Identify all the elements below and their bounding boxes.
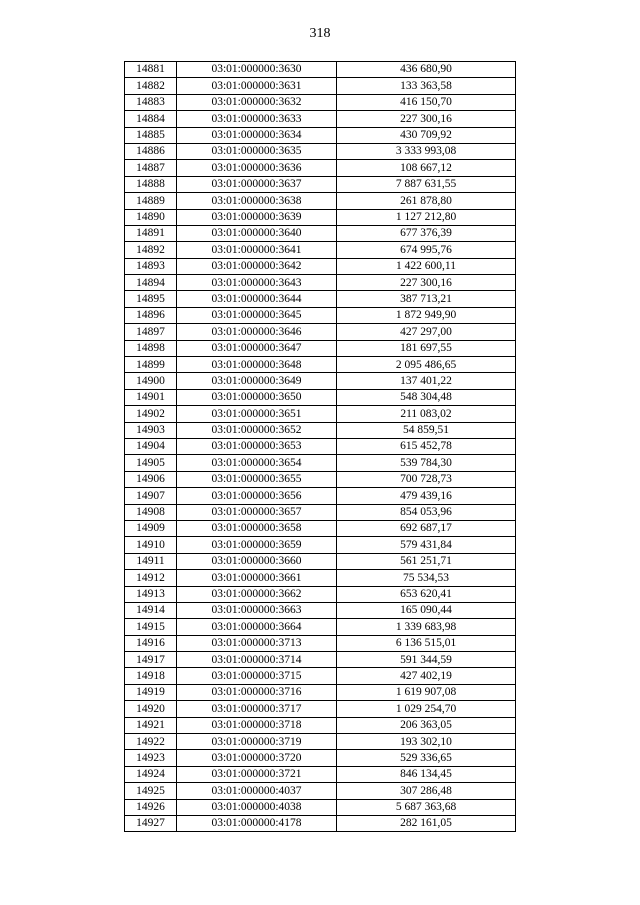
cadastral-value-cell: 181 697,55 bbox=[337, 340, 516, 356]
cadastral-number-cell: 03:01:000000:3630 bbox=[177, 62, 337, 78]
row-number-cell: 14905 bbox=[125, 455, 177, 471]
cadastral-number-cell: 03:01:000000:3636 bbox=[177, 160, 337, 176]
row-number-cell: 14889 bbox=[125, 193, 177, 209]
page-number: 318 bbox=[309, 26, 331, 41]
cadastral-number-cell: 03:01:000000:3646 bbox=[177, 324, 337, 340]
cadastral-value-cell: 539 784,30 bbox=[337, 455, 516, 471]
cadastral-number-cell: 03:01:000000:3652 bbox=[177, 422, 337, 438]
table-row bbox=[125, 586, 516, 602]
cadastral-number-cell: 03:01:000000:3645 bbox=[177, 307, 337, 323]
row-number-cell: 14906 bbox=[125, 471, 177, 487]
row-number-cell: 14897 bbox=[125, 324, 177, 340]
cadastral-value-cell: 1 127 212,80 bbox=[337, 209, 516, 225]
table-row bbox=[125, 373, 516, 389]
cadastral-value-cell: 227 300,16 bbox=[337, 275, 516, 291]
row-number-cell: 14926 bbox=[125, 799, 177, 815]
cadastral-value-cell: 529 336,65 bbox=[337, 750, 516, 766]
table-row bbox=[125, 815, 516, 831]
table-row bbox=[125, 734, 516, 750]
table-row bbox=[125, 94, 516, 110]
cadastral-value-cell: 548 304,48 bbox=[337, 389, 516, 405]
table-row bbox=[125, 389, 516, 405]
cadastral-value-cell: 854 053,96 bbox=[337, 504, 516, 520]
cadastral-number-cell: 03:01:000000:3660 bbox=[177, 553, 337, 569]
cadastral-number-cell: 03:01:000000:3651 bbox=[177, 406, 337, 422]
cadastral-number-cell: 03:01:000000:3649 bbox=[177, 373, 337, 389]
table-row bbox=[125, 570, 516, 586]
table-body bbox=[125, 62, 516, 832]
table-row bbox=[125, 553, 516, 569]
table-row bbox=[125, 750, 516, 766]
row-number-cell: 14891 bbox=[125, 225, 177, 241]
cadastral-number-cell: 03:01:000000:3663 bbox=[177, 602, 337, 618]
cadastral-number-cell: 03:01:000000:3664 bbox=[177, 619, 337, 635]
table-row bbox=[125, 684, 516, 700]
row-number-cell: 14896 bbox=[125, 307, 177, 323]
row-number-cell: 14890 bbox=[125, 209, 177, 225]
table-row bbox=[125, 471, 516, 487]
table-row bbox=[125, 635, 516, 651]
cadastral-number-cell: 03:01:000000:3713 bbox=[177, 635, 337, 651]
cadastral-number-cell: 03:01:000000:3720 bbox=[177, 750, 337, 766]
cadastral-value-cell: 261 878,80 bbox=[337, 193, 516, 209]
cadastral-value-cell: 615 452,78 bbox=[337, 438, 516, 454]
cadastral-number-cell: 03:01:000000:3633 bbox=[177, 111, 337, 127]
row-number-cell: 14917 bbox=[125, 652, 177, 668]
table-row bbox=[125, 307, 516, 323]
cadastral-number-cell: 03:01:000000:4037 bbox=[177, 783, 337, 799]
cadastral-number-cell: 03:01:000000:3656 bbox=[177, 488, 337, 504]
cadastral-value-cell: 387 713,21 bbox=[337, 291, 516, 307]
row-number-cell: 14909 bbox=[125, 520, 177, 536]
row-number-cell: 14912 bbox=[125, 570, 177, 586]
table-row bbox=[125, 652, 516, 668]
cadastral-number-cell: 03:01:000000:4038 bbox=[177, 799, 337, 815]
table-row bbox=[125, 717, 516, 733]
row-number-cell: 14900 bbox=[125, 373, 177, 389]
table-row bbox=[125, 520, 516, 536]
cadastral-number-cell: 03:01:000000:3719 bbox=[177, 734, 337, 750]
cadastral-value-cell: 674 995,76 bbox=[337, 242, 516, 258]
cadastral-value-cell: 1 339 683,98 bbox=[337, 619, 516, 635]
cadastral-value-cell: 1 029 254,70 bbox=[337, 701, 516, 717]
cadastral-value-cell: 653 620,41 bbox=[337, 586, 516, 602]
table-row bbox=[125, 422, 516, 438]
table-row bbox=[125, 242, 516, 258]
row-number-cell: 14918 bbox=[125, 668, 177, 684]
table-row bbox=[125, 438, 516, 454]
row-number-cell: 14881 bbox=[125, 62, 177, 78]
cadastral-value-cell: 2 095 486,65 bbox=[337, 357, 516, 373]
row-number-cell: 14903 bbox=[125, 422, 177, 438]
table-row bbox=[125, 783, 516, 799]
row-number-cell: 14911 bbox=[125, 553, 177, 569]
cadastral-number-cell: 03:01:000000:3631 bbox=[177, 78, 337, 94]
cadastral-value-cell: 206 363,05 bbox=[337, 717, 516, 733]
row-number-cell: 14923 bbox=[125, 750, 177, 766]
table-row bbox=[125, 78, 516, 94]
table-row bbox=[125, 766, 516, 782]
row-number-cell: 14884 bbox=[125, 111, 177, 127]
cadastral-number-cell: 03:01:000000:3641 bbox=[177, 242, 337, 258]
table-row bbox=[125, 504, 516, 520]
cadastral-number-cell: 03:01:000000:3662 bbox=[177, 586, 337, 602]
cadastral-number-cell: 03:01:000000:3637 bbox=[177, 176, 337, 192]
cadastral-number-cell: 03:01:000000:3640 bbox=[177, 225, 337, 241]
cadastral-number-cell: 03:01:000000:3653 bbox=[177, 438, 337, 454]
cadastral-value-cell: 561 251,71 bbox=[337, 553, 516, 569]
cadastral-number-cell: 03:01:000000:3650 bbox=[177, 389, 337, 405]
table-row bbox=[125, 324, 516, 340]
row-number-cell: 14899 bbox=[125, 357, 177, 373]
row-number-cell: 14893 bbox=[125, 258, 177, 274]
cadastral-number-cell: 03:01:000000:3632 bbox=[177, 94, 337, 110]
row-number-cell: 14910 bbox=[125, 537, 177, 553]
table-row bbox=[125, 62, 516, 78]
cadastral-number-cell: 03:01:000000:3639 bbox=[177, 209, 337, 225]
cadastral-value-cell: 591 344,59 bbox=[337, 652, 516, 668]
row-number-cell: 14913 bbox=[125, 586, 177, 602]
cadastral-number-cell: 03:01:000000:3716 bbox=[177, 684, 337, 700]
row-number-cell: 14901 bbox=[125, 389, 177, 405]
table-row bbox=[125, 701, 516, 717]
cadastral-value-cell: 1 619 907,08 bbox=[337, 684, 516, 700]
row-number-cell: 14883 bbox=[125, 94, 177, 110]
row-number-cell: 14916 bbox=[125, 635, 177, 651]
table-row bbox=[125, 160, 516, 176]
table-row bbox=[125, 111, 516, 127]
row-number-cell: 14904 bbox=[125, 438, 177, 454]
cadastral-number-cell: 03:01:000000:3643 bbox=[177, 275, 337, 291]
cadastral-value-cell: 282 161,05 bbox=[337, 815, 516, 831]
cadastral-value-cell: 211 083,02 bbox=[337, 406, 516, 422]
row-number-cell: 14922 bbox=[125, 734, 177, 750]
row-number-cell: 14924 bbox=[125, 766, 177, 782]
table-row bbox=[125, 357, 516, 373]
table-row bbox=[125, 406, 516, 422]
row-number-cell: 14894 bbox=[125, 275, 177, 291]
table-row bbox=[125, 799, 516, 815]
cadastral-value-cell: 227 300,16 bbox=[337, 111, 516, 127]
table-row bbox=[125, 455, 516, 471]
cadastral-value-cell: 108 667,12 bbox=[337, 160, 516, 176]
row-number-cell: 14892 bbox=[125, 242, 177, 258]
cadastral-value-cell: 1 422 600,11 bbox=[337, 258, 516, 274]
row-number-cell: 14907 bbox=[125, 488, 177, 504]
cadastral-value-cell: 677 376,39 bbox=[337, 225, 516, 241]
cadastral-number-cell: 03:01:000000:3714 bbox=[177, 652, 337, 668]
table-row bbox=[125, 193, 516, 209]
row-number-cell: 14915 bbox=[125, 619, 177, 635]
cadastral-value-cell: 54 859,51 bbox=[337, 422, 516, 438]
table-row bbox=[125, 143, 516, 159]
cadastral-value-cell: 846 134,45 bbox=[337, 766, 516, 782]
table-row bbox=[125, 668, 516, 684]
cadastral-value-cell: 1 872 949,90 bbox=[337, 307, 516, 323]
cadastral-number-cell: 03:01:000000:3655 bbox=[177, 471, 337, 487]
table-row bbox=[125, 127, 516, 143]
cadastral-number-cell: 03:01:000000:3647 bbox=[177, 340, 337, 356]
cadastral-value-cell: 430 709,92 bbox=[337, 127, 516, 143]
row-number-cell: 14920 bbox=[125, 701, 177, 717]
cadastral-value-cell: 416 150,70 bbox=[337, 94, 516, 110]
table-row bbox=[125, 291, 516, 307]
cadastral-value-cell: 75 534,53 bbox=[337, 570, 516, 586]
row-number-cell: 14914 bbox=[125, 602, 177, 618]
cadastral-value-table bbox=[124, 61, 516, 832]
row-number-cell: 14882 bbox=[125, 78, 177, 94]
table-row bbox=[125, 619, 516, 635]
cadastral-value-cell: 6 136 515,01 bbox=[337, 635, 516, 651]
table-row bbox=[125, 176, 516, 192]
cadastral-number-cell: 03:01:000000:3648 bbox=[177, 357, 337, 373]
row-number-cell: 14898 bbox=[125, 340, 177, 356]
cadastral-number-cell: 03:01:000000:3634 bbox=[177, 127, 337, 143]
cadastral-value-cell: 3 333 993,08 bbox=[337, 143, 516, 159]
cadastral-value-cell: 692 687,17 bbox=[337, 520, 516, 536]
cadastral-number-cell: 03:01:000000:3644 bbox=[177, 291, 337, 307]
cadastral-number-cell: 03:01:000000:3661 bbox=[177, 570, 337, 586]
table-row bbox=[125, 225, 516, 241]
table-row bbox=[125, 340, 516, 356]
cadastral-number-cell: 03:01:000000:3635 bbox=[177, 143, 337, 159]
cadastral-value-cell: 436 680,90 bbox=[337, 62, 516, 78]
cadastral-value-cell: 427 297,00 bbox=[337, 324, 516, 340]
cadastral-number-cell: 03:01:000000:3654 bbox=[177, 455, 337, 471]
cadastral-number-cell: 03:01:000000:3717 bbox=[177, 701, 337, 717]
cadastral-value-cell: 700 728,73 bbox=[337, 471, 516, 487]
row-number-cell: 14885 bbox=[125, 127, 177, 143]
cadastral-value-cell: 137 401,22 bbox=[337, 373, 516, 389]
cadastral-number-cell: 03:01:000000:3658 bbox=[177, 520, 337, 536]
row-number-cell: 14886 bbox=[125, 143, 177, 159]
cadastral-value-cell: 579 431,84 bbox=[337, 537, 516, 553]
table-row bbox=[125, 488, 516, 504]
table-row bbox=[125, 258, 516, 274]
table-row bbox=[125, 537, 516, 553]
cadastral-number-cell: 03:01:000000:3642 bbox=[177, 258, 337, 274]
cadastral-value-cell: 133 363,58 bbox=[337, 78, 516, 94]
cadastral-value-cell: 479 439,16 bbox=[337, 488, 516, 504]
cadastral-number-cell: 03:01:000000:3638 bbox=[177, 193, 337, 209]
row-number-cell: 14887 bbox=[125, 160, 177, 176]
row-number-cell: 14908 bbox=[125, 504, 177, 520]
table-row bbox=[125, 602, 516, 618]
table-row bbox=[125, 209, 516, 225]
cadastral-value-cell: 7 887 631,55 bbox=[337, 176, 516, 192]
cadastral-value-cell: 165 090,44 bbox=[337, 602, 516, 618]
row-number-cell: 14895 bbox=[125, 291, 177, 307]
row-number-cell: 14927 bbox=[125, 815, 177, 831]
row-number-cell: 14919 bbox=[125, 684, 177, 700]
cadastral-value-cell: 307 286,48 bbox=[337, 783, 516, 799]
row-number-cell: 14902 bbox=[125, 406, 177, 422]
cadastral-number-cell: 03:01:000000:3657 bbox=[177, 504, 337, 520]
row-number-cell: 14888 bbox=[125, 176, 177, 192]
table-row bbox=[125, 275, 516, 291]
cadastral-value-cell: 193 302,10 bbox=[337, 734, 516, 750]
cadastral-number-cell: 03:01:000000:3659 bbox=[177, 537, 337, 553]
cadastral-number-cell: 03:01:000000:3718 bbox=[177, 717, 337, 733]
row-number-cell: 14921 bbox=[125, 717, 177, 733]
cadastral-number-cell: 03:01:000000:3721 bbox=[177, 766, 337, 782]
cadastral-number-cell: 03:01:000000:4178 bbox=[177, 815, 337, 831]
cadastral-number-cell: 03:01:000000:3715 bbox=[177, 668, 337, 684]
cadastral-value-cell: 427 402,19 bbox=[337, 668, 516, 684]
cadastral-value-cell: 5 687 363,68 bbox=[337, 799, 516, 815]
row-number-cell: 14925 bbox=[125, 783, 177, 799]
